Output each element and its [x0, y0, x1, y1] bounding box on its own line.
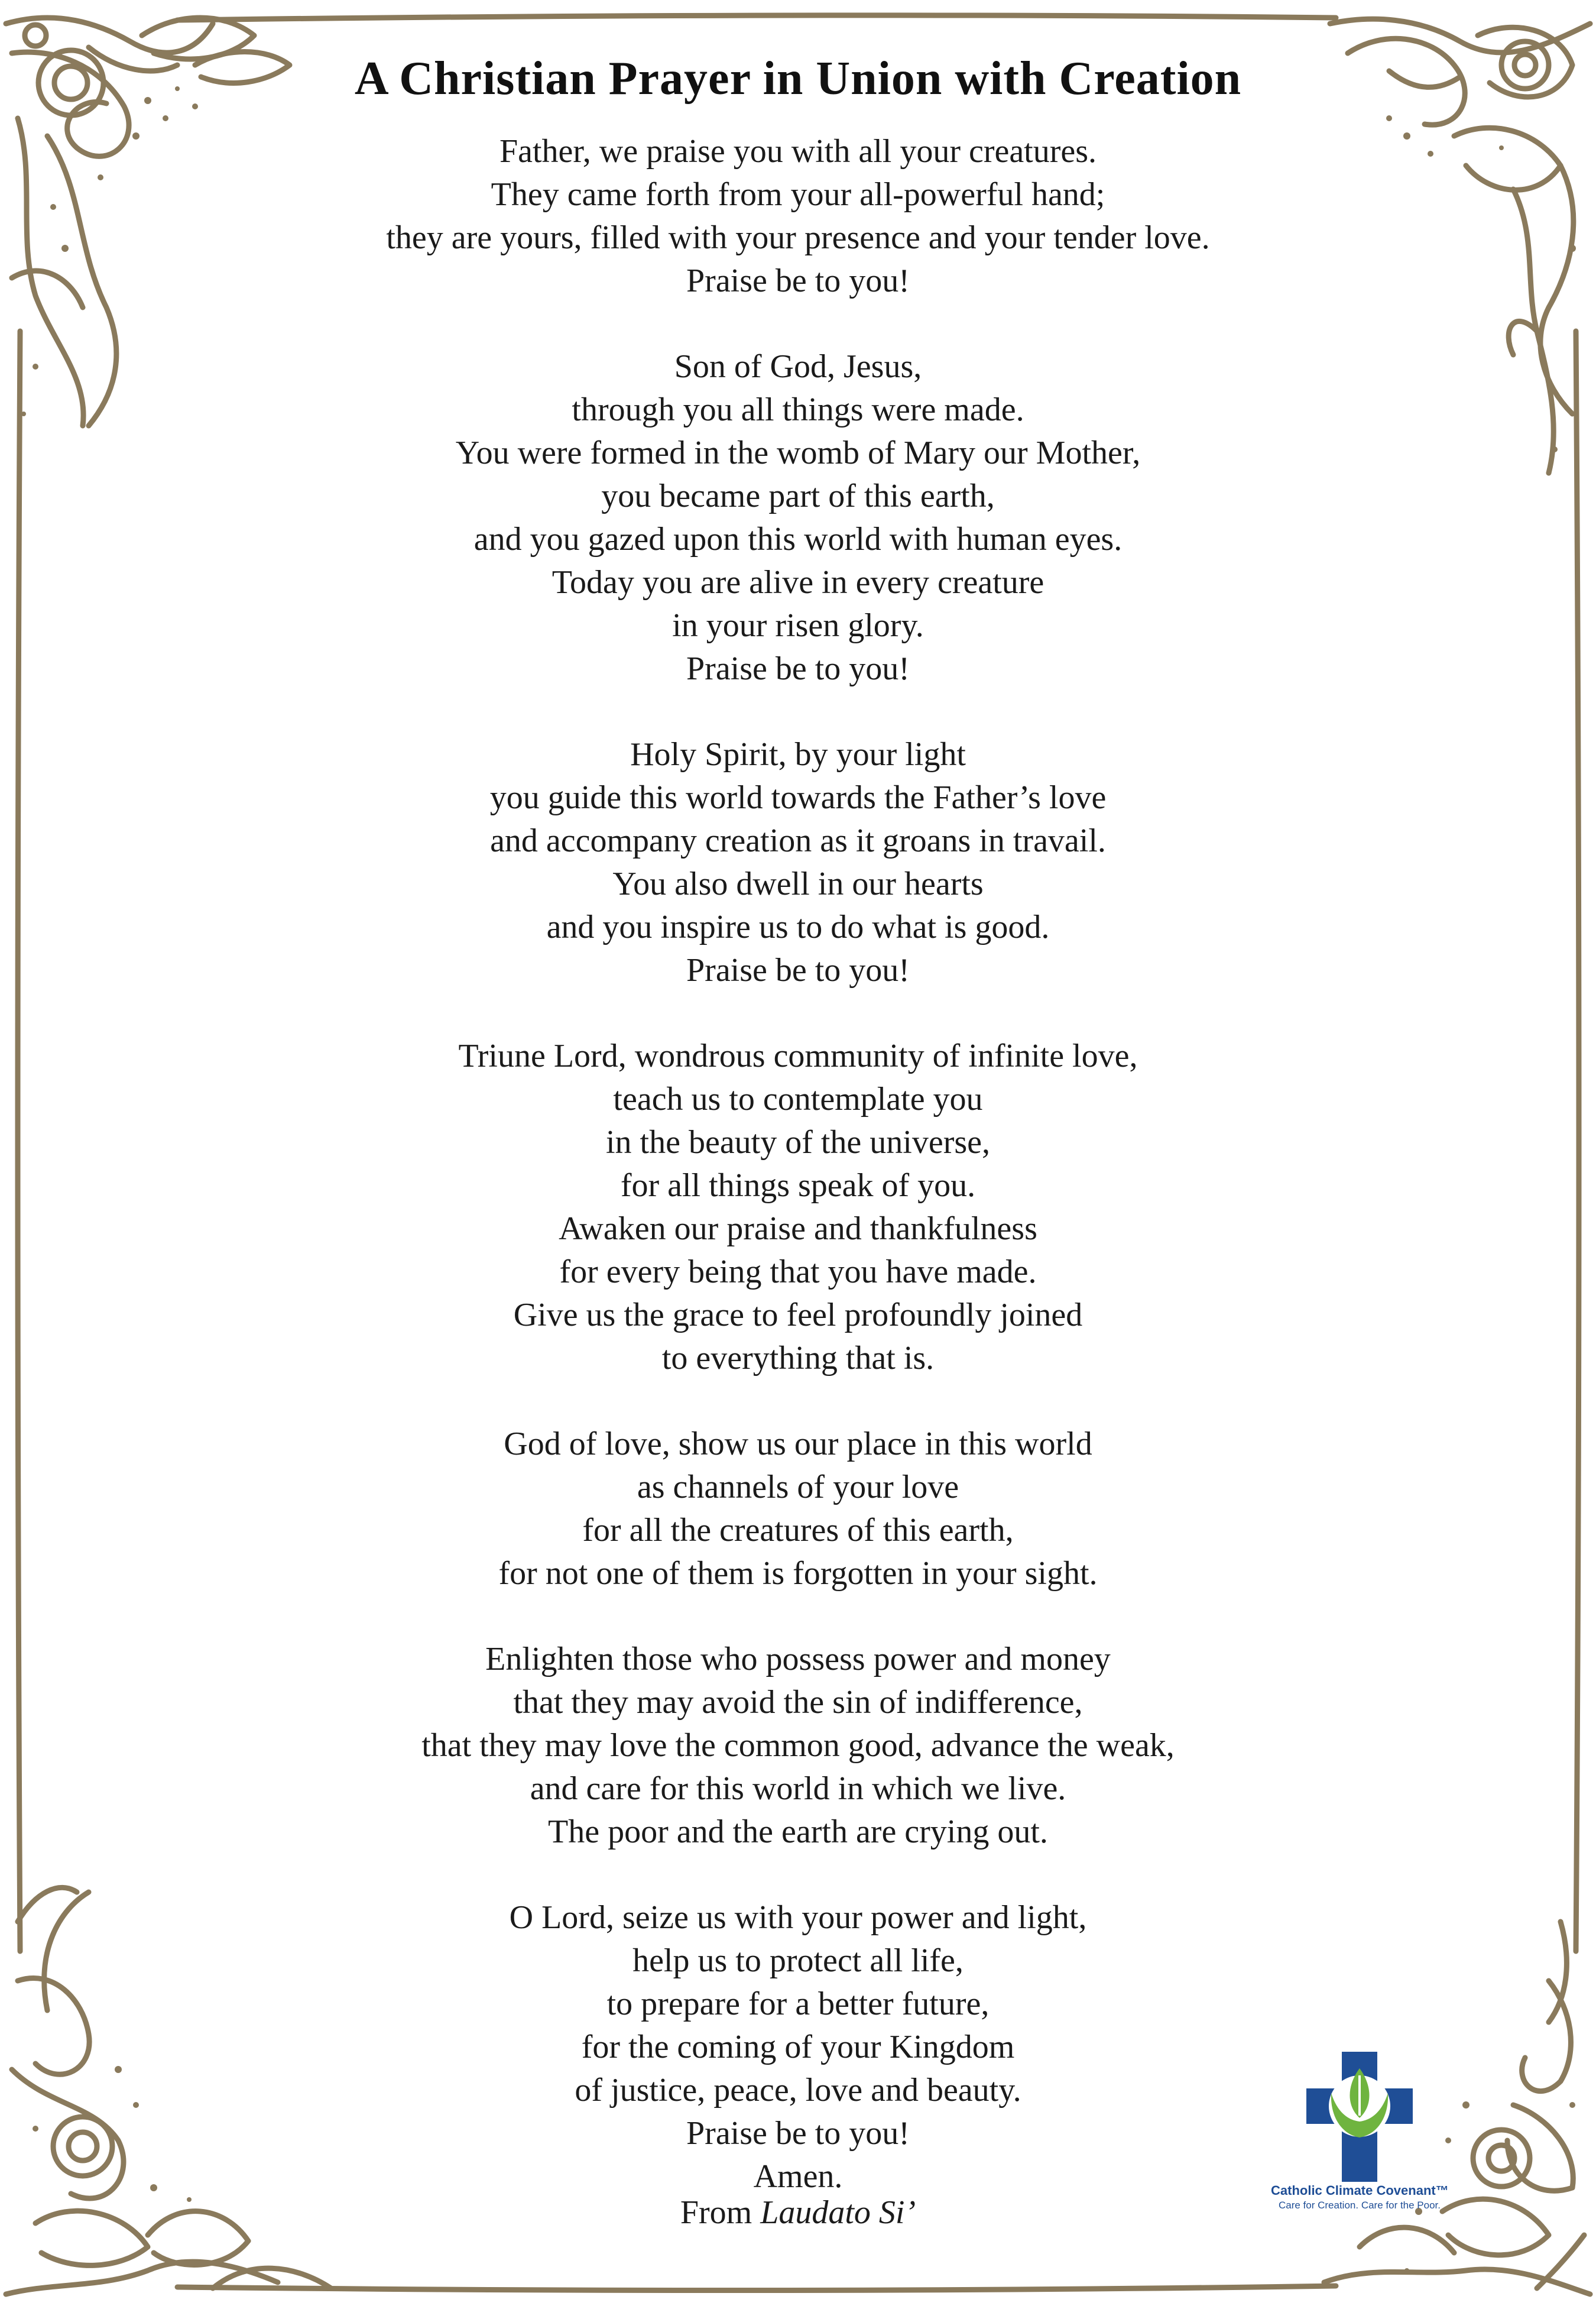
prayer-line: Holy Spirit, by your light: [630, 736, 966, 773]
prayer-title: A Christian Prayer in Union with Creation: [354, 53, 1242, 105]
prayer-line: for every being that you have made.: [559, 1254, 1037, 1290]
prayer-line: Son of God, Jesus,: [674, 348, 922, 385]
prayer-line: and you gazed upon this world with human eyes.: [473, 521, 1123, 558]
prayer-line: You were formed in the womb of Mary our Mother,: [455, 435, 1141, 471]
cross-hands-leaf-icon: [1300, 2052, 1419, 2182]
catholic-climate-covenant-logo: [1271, 2052, 1448, 2229]
prayer-stanza: [207, 1896, 1389, 2198]
prayer-line: Father, we praise you with all your creatures.: [499, 133, 1097, 170]
prayer-text: [207, 130, 1389, 2241]
prayer-line: O Lord, seize us with your power and light,: [509, 1899, 1087, 1936]
prayer-stanza: [207, 1423, 1389, 1595]
prayer-line: for not one of them is forgotten in your sight.: [498, 1555, 1098, 1592]
prayer-line: to prepare for a better future,: [606, 1986, 990, 2022]
speckles-top-right: [1386, 115, 1576, 452]
prayer-line: that they may love the common good, advance the weak,: [421, 1727, 1175, 1764]
prayer-line: you became part of this earth,: [601, 478, 995, 514]
prayer-line: you guide this world towards the Father’s love: [489, 779, 1107, 816]
source-work-title: Laudato Si’: [760, 2194, 916, 2231]
logo-name: Catholic Climate Covenant™: [1271, 2183, 1449, 2198]
prayer-line: You also dwell in our hearts: [612, 866, 984, 902]
prayer-line: and accompany creation as it groans in travail.: [490, 822, 1106, 859]
prayer-line: in the beauty of the universe,: [605, 1124, 990, 1161]
prayer-line: Today you are alive in every creature: [552, 564, 1044, 601]
prayer-line: and you inspire us to do what is good.: [546, 909, 1050, 945]
prayer-line: Praise be to you!: [686, 650, 910, 687]
prayer-line: that they may avoid the sin of indifference,: [513, 1684, 1083, 1721]
prayer-line: Praise be to you!: [686, 2115, 910, 2152]
prayer-line: as channels of your love: [637, 1469, 959, 1505]
prayer-line: and care for this world in which we live.: [530, 1770, 1066, 1807]
prayer-stanza: [207, 130, 1389, 303]
prayer-line: for the coming of your Kingdom: [581, 2029, 1015, 2065]
prayer-line: Triune Lord, wondrous community of infinite love,: [458, 1038, 1138, 1074]
prayer-line: for all the creatures of this earth,: [582, 1512, 1014, 1549]
prayer-line: in your risen glory.: [672, 607, 924, 644]
prayer-line: they are yours, filled with your presence and your tender love.: [386, 219, 1210, 256]
prayer-line: Amen.: [753, 2158, 843, 2195]
prayer-line: teach us to contemplate you: [613, 1081, 983, 1118]
prayer-line: Awaken our praise and thankfulness: [559, 1210, 1037, 1247]
prayer-line: They came forth from your all-powerful hand;: [491, 176, 1105, 213]
logo-tagline: Care for Creation. Care for the Poor.: [1278, 2200, 1441, 2211]
prayer-line: Enlighten those who possess power and money: [485, 1641, 1111, 1677]
prayer-line: for all things speak of you.: [620, 1167, 976, 1204]
prayer-stanza: [207, 1035, 1389, 1380]
prayer-stanza: [207, 733, 1389, 992]
prayer-line: help us to protect all life,: [632, 1942, 964, 1979]
prayer-line: The poor and the earth are crying out.: [548, 1813, 1048, 1850]
prayer-line: Praise be to you!: [686, 952, 910, 989]
prayer-line: to everything that is.: [661, 1340, 935, 1377]
prayer-line: God of love, show us our place in this world: [504, 1426, 1092, 1462]
prayer-line: of justice, peace, love and beauty.: [575, 2072, 1021, 2109]
source-prefix: From: [680, 2194, 761, 2231]
prayer-line: through you all things were made.: [572, 391, 1024, 428]
prayer-stanza: [207, 345, 1389, 691]
prayer-stanza: [207, 1638, 1389, 1854]
prayer-line: Give us the grace to feel profoundly joined: [513, 1297, 1083, 1333]
prayer-line: Praise be to you!: [686, 263, 910, 299]
